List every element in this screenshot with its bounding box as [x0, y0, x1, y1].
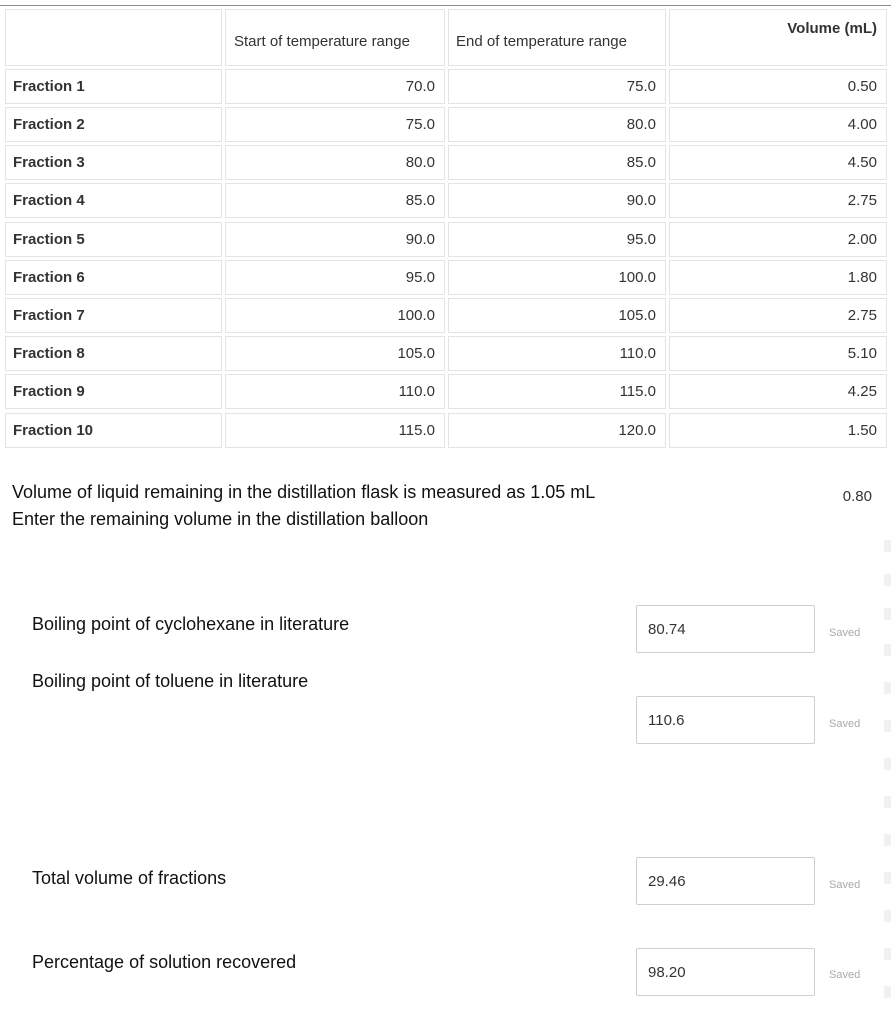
volume-cell: 2.00	[669, 222, 887, 257]
volume-cell: 0.50	[669, 69, 887, 104]
volume-cell: 2.75	[669, 183, 887, 218]
end-temp-cell: 85.0	[448, 145, 666, 180]
header-volume-label: Volume (mL)	[787, 20, 877, 37]
volume-cell: 5.10	[669, 336, 887, 371]
fraction-label: Fraction 2	[5, 107, 222, 142]
start-temp-cell: 115.0	[225, 413, 445, 448]
toluene-saved-status: Saved	[829, 718, 861, 730]
header-volume	[669, 9, 887, 66]
remaining-volume-line1: Volume of liquid remaining in the distillation flask is measured as 1.05 mL	[12, 482, 596, 502]
cyclohexane-saved-status: Saved	[829, 627, 861, 639]
start-temp-cell: 85.0	[225, 183, 445, 218]
end-temp-cell: 75.0	[448, 69, 666, 104]
start-temp-cell: 75.0	[225, 107, 445, 142]
volume-cell: 1.80	[669, 260, 887, 295]
remaining-volume-value: 0.80	[842, 488, 872, 505]
start-temp-cell: 95.0	[225, 260, 445, 295]
header-start-temperature: Start of temperature range	[225, 9, 445, 66]
end-temp-cell: 90.0	[448, 183, 666, 218]
remaining-volume-prompt	[12, 479, 595, 533]
end-temp-cell: 105.0	[448, 298, 666, 333]
toluene-bp-input[interactable]	[636, 696, 815, 744]
start-temp-cell: 80.0	[225, 145, 445, 180]
fraction-label: Fraction 7	[5, 298, 222, 333]
total-volume-label: Total volume of fractions	[32, 868, 227, 888]
start-temp-cell: 105.0	[225, 336, 445, 371]
end-temp-cell: 80.0	[448, 107, 666, 142]
end-temp-cell: 100.0	[448, 260, 666, 295]
start-temp-cell: 70.0	[225, 69, 445, 104]
end-temp-cell: 120.0	[448, 413, 666, 448]
header-end-temperature: End of temperature range	[448, 9, 666, 66]
end-temp-cell: 110.0	[448, 336, 666, 371]
percentage-recovered-input[interactable]	[636, 948, 815, 996]
start-temp-cell: 100.0	[225, 298, 445, 333]
fraction-label: Fraction 8	[5, 336, 222, 371]
top-divider	[0, 5, 891, 6]
start-temp-cell: 90.0	[225, 222, 445, 257]
percentage-recovered-label: Percentage of solution recovered	[32, 952, 297, 972]
toluene-bp-label: Boiling point of toluene in literature	[32, 671, 309, 691]
cyclohexane-bp-label: Boiling point of cyclohexane in literature	[32, 614, 350, 634]
fraction-label: Fraction 4	[5, 183, 222, 218]
fraction-label: Fraction 3	[5, 145, 222, 180]
fraction-label: Fraction 10	[5, 413, 222, 448]
end-temp-cell: 115.0	[448, 374, 666, 409]
fraction-label: Fraction 9	[5, 374, 222, 409]
end-temp-cell: 95.0	[448, 222, 666, 257]
scrollbar-track[interactable]	[883, 540, 891, 1024]
remaining-volume-line2: Enter the remaining volume in the distillation balloon	[12, 509, 429, 529]
start-temp-cell: 110.0	[225, 374, 445, 409]
volume-cell: 2.75	[669, 298, 887, 333]
volume-cell: 4.50	[669, 145, 887, 180]
volume-cell: 4.00	[669, 107, 887, 142]
volume-cell: 1.50	[669, 413, 887, 448]
volume-cell: 4.25	[669, 374, 887, 409]
fraction-label: Fraction 1	[5, 69, 222, 104]
total-volume-input[interactable]	[636, 857, 815, 905]
percentage-saved-status: Saved	[829, 969, 861, 981]
header-empty-cell	[5, 9, 222, 66]
fraction-label: Fraction 6	[5, 260, 222, 295]
total-volume-saved-status: Saved	[829, 879, 861, 891]
fraction-label: Fraction 5	[5, 222, 222, 257]
cyclohexane-bp-input[interactable]	[636, 605, 815, 653]
